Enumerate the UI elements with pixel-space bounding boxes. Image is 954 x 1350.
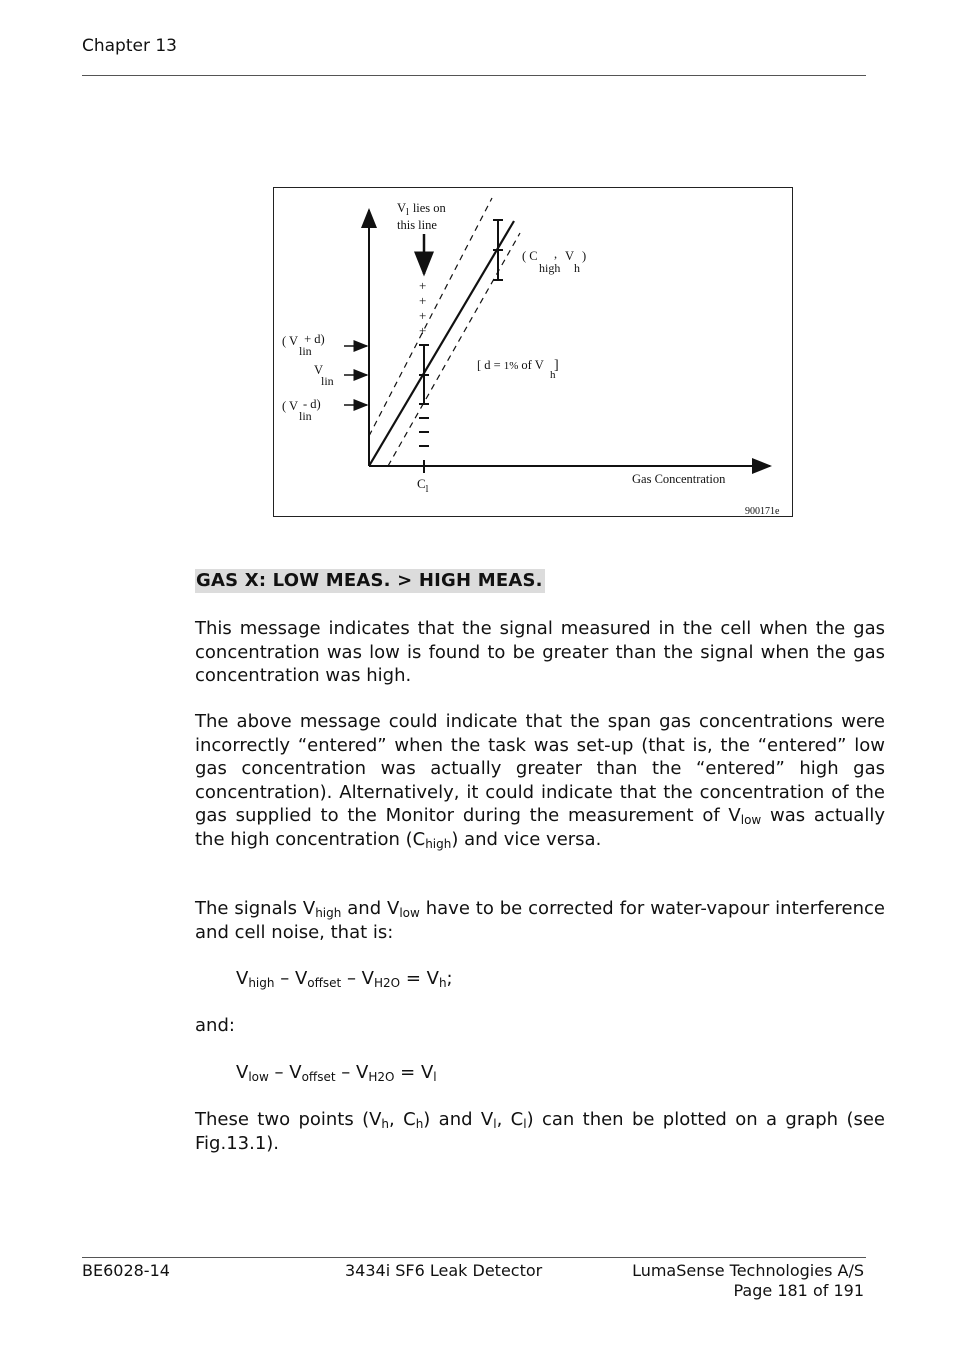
- label-h-sub: h: [574, 261, 580, 275]
- paragraph-2: The above message could indicate that the span gas concentrations were incorrectly “entered” when the task was set-up (that is, the “entered” low gas concentration was actually greater than the “entered” high gas concentration). Alternatively, it could indicate that the concentration of the gas supplied to the Monitor during the measurement of $V_{low}$ was actually the high concentration $(C_{high})$ and vice versa.: [195, 711, 885, 851]
- footer-page-number: Page 181 of 191: [733, 1281, 864, 1300]
- upper-tolerance-line: [369, 198, 492, 436]
- equation-high: $V_{high} - V_{offset} - V_{H2O} = V_h$;: [236, 968, 453, 990]
- label-d-h-sub: h: [550, 369, 556, 381]
- equation-low: $V_{low} - V_{offset} - V_{H2O} = V_l$: [236, 1062, 437, 1084]
- svg-text:+: +: [419, 323, 427, 338]
- paragraph-4: These two points ($V_h$, $C_h$) and $V_l$, $C_l$) can then be plotted on a graph (see Fig.13.1).: [195, 1109, 885, 1154]
- svg-text:+: +: [419, 293, 427, 308]
- svg-text:+: +: [419, 308, 427, 323]
- label-vl-lies: $V_l$ lies on: [397, 201, 446, 218]
- label-vlin-minus-sub: lin: [299, 409, 312, 423]
- footer-company-page: [628, 1261, 864, 1301]
- label-high-point-close: ): [582, 249, 587, 263]
- paragraph-1: This message indicates that the signal measured in the cell when the gas concentration was low is found to be greater than the signal when the gas concentration was high.: [195, 618, 885, 686]
- lower-tolerance-line: [388, 233, 520, 466]
- footer-product: 3434i SF6 Leak Detector: [345, 1261, 543, 1280]
- label-vlin: V: [314, 363, 324, 377]
- calibration-figure: [273, 187, 793, 517]
- footer-doc-number: BE6028-14: [82, 1261, 170, 1280]
- label-vlin-sub: lin: [321, 374, 334, 388]
- and-text: and:: [195, 1015, 235, 1036]
- label-vlin-plus-sub: lin: [299, 344, 312, 358]
- label-d-def: [ d = 1% of V: [477, 358, 544, 372]
- x-axis-label: Gas Concentration: [632, 472, 726, 486]
- chapter-header: Chapter 13: [82, 36, 178, 56]
- footer-company: LumaSense Technologies A/S: [632, 1261, 864, 1280]
- svg-text:+: +: [419, 278, 427, 293]
- calibration-diagram: [274, 188, 794, 518]
- paragraph-3: The signals $V_{high}$ and $V_{low}$ have to be corrected for water-vapour interference and cell noise, that is:: [195, 898, 885, 943]
- footer-rule: [82, 1257, 866, 1258]
- header-rule: [82, 75, 866, 76]
- label-vlin-minus: ( V - d): [282, 397, 321, 413]
- label-cl: $C_l$: [417, 476, 429, 495]
- figure-code: 900171e: [745, 506, 780, 517]
- label-high-point-v: V: [565, 249, 575, 263]
- label-high-point-open: ( C: [522, 249, 538, 263]
- label-high-sub: high: [539, 261, 561, 275]
- label-d-close: ]: [554, 358, 559, 373]
- label-this-line: this line: [397, 218, 437, 232]
- calibration-line: [369, 221, 514, 466]
- section-heading: GAS X: LOW MEAS. > HIGH MEAS.: [196, 570, 543, 591]
- label-high-point-comma: ,: [554, 247, 558, 261]
- label-vlin-plus: ( V + d): [282, 332, 325, 348]
